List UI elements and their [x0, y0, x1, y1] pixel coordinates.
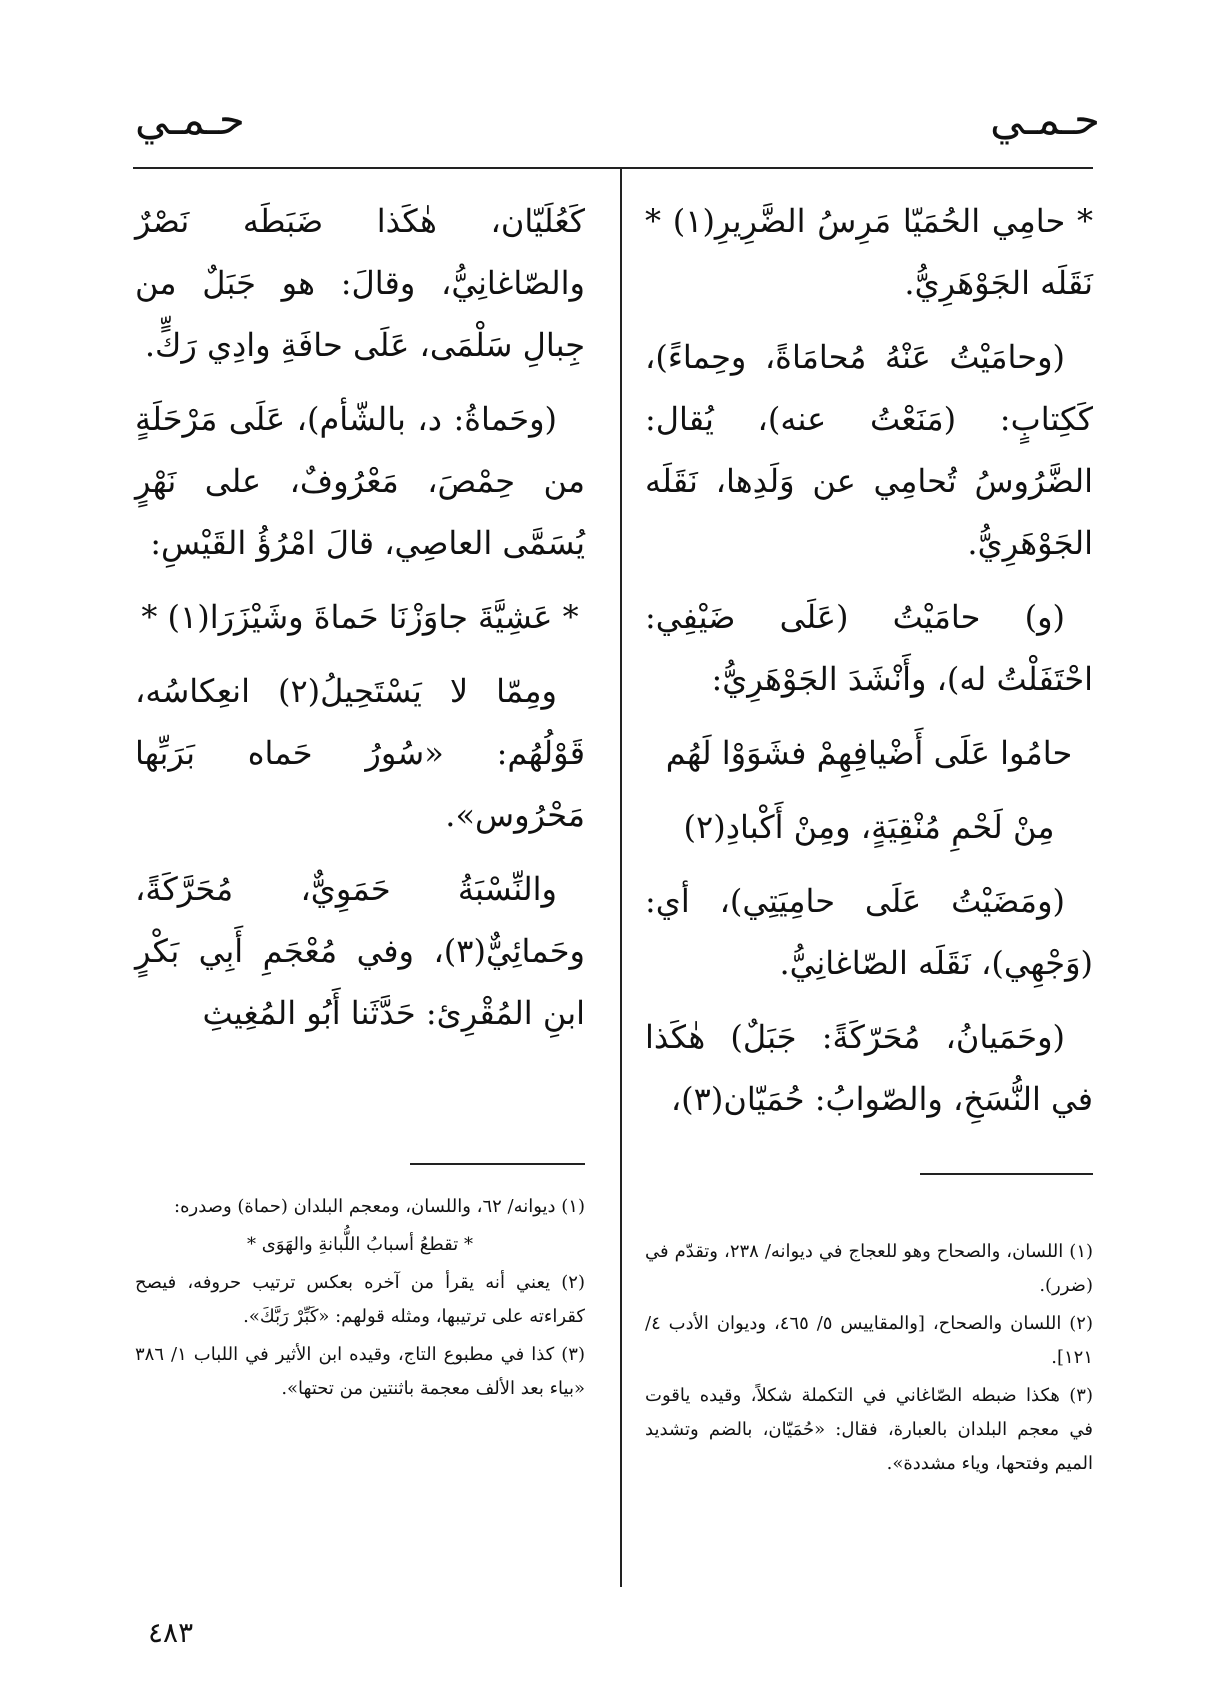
column-divider [620, 167, 622, 1587]
left-paragraph: ومِمّا لا يَسْتَحِيلُ(٢) انعِكاسُه، قَوْلُهُم: «سُورُ حَماه بَرَبِّها مَحْرُوس». [135, 672, 585, 834]
header-rule [133, 167, 1093, 169]
footnote-rule-left [410, 1163, 585, 1165]
right-paragraph: (وحَمَيانُ، مُحَرّكَةً: جَبَلٌ) هٰكَذا في النُّسَخِ، والصّوابُ: حُمَيّان(٣)، [645, 1018, 1093, 1118]
right-column [645, 190, 1093, 1142]
right-paragraph: (و) حامَيْتُ (عَلَى ضَيْفِي: احْتَفَلْتُ له)، وأَنْشَدَ الجَوْهَرِيُّ: [645, 598, 1093, 698]
right-paragraph: * حامِي الحُمَيّا مَرِسُ الضَّرِيرِ(١) * نَقَلَه الجَوْهَرِيُّ. [645, 202, 1093, 302]
footnote: (٢) يعني أنه يقرأ من آخره بعكس ترتيب حروفه، فيصح كقراءته على ترتيبها، ومثله قولهم: «كَبِّرْ رَبَّكَ». [135, 1272, 585, 1327]
footnotes-right [645, 1235, 1093, 1485]
left-paragraph: كَعُلَيّان، هٰكَذا ضَبَطَه نَصْرٌ والصّاغانِيُّ، وقالَ: هو جَبَلٌ من جِبالِ سَلْمَى، عَلَى حافَةِ وادِي رَكٍّ. [135, 202, 585, 364]
verse-line: حامُوا عَلَى أَضْيافِهِمْ فشَوَوْا لَهُم [665, 734, 1073, 772]
running-header-left: حـمـي [135, 95, 245, 144]
right-paragraph: (ومَضَيْتُ عَلَى حامِيَتِي)، أي: (وَجْهِي)، نَقَلَه الصّاغانِيُّ. [645, 882, 1093, 982]
left-paragraph: والنِّسْبَةُ حَمَوِيٌّ، مُحَرَّكَةً، وحَمائِيٌّ(٣)، وفي مُعْجَمِ أَبِي بَكْرٍ ابنِ المُقْرِئ: حَدَّثَنا أَبُو المُغِيثِ [135, 870, 585, 1032]
footnote-verse: * تقطعُ أسبابُ اللُّبانةِ والهَوَى * [247, 1234, 473, 1255]
right-paragraph: (وحامَيْتُ عَنْهُ مُحامَاةً، وحِماءً)، كَكِتابٍ: (مَنَعْتُ عنه)، يُقال: الضَّرُوسُ تُحامِي عن وَلَدِها، نَقَلَه الجَوْهَرِيُّ. [645, 338, 1093, 562]
left-paragraph: (وحَماةُ: د، بالشّأم)، عَلَى مَرْحَلَةٍ من حِمْصَ، مَعْرُوفٌ، على نَهْرٍ يُسَمَّى العاصِي، قالَ امْرُؤُ القَيْسِ: [135, 400, 585, 562]
page-number: ٤٨٣ [148, 1616, 194, 1649]
footnotes-left [135, 1190, 585, 1410]
footnote: (٣) كذا في مطبوع التاج، وقيده ابن الأثير في اللباب ١/ ٣٨٦ «بياء بعد الألف معجمة باثنتين من تحتها». [135, 1344, 585, 1399]
footnote: (١) اللسان، والصحاح وهو للعجاج في ديوانه/ ٢٣٨، وتقدّم في (ضرر). [645, 1241, 1094, 1296]
footnote-rule-right [920, 1173, 1093, 1175]
verse-line: * عَشِيَّةَ جاوَزْنَا حَماةَ وشَيْزَرَا(١) * [141, 598, 579, 636]
footnote: (١) ديوانه/ ٦٢، واللسان، ومعجم البلدان (حماة) وصدره: [174, 1196, 585, 1217]
footnote: (٣) هكذا ضبطه الصّاغاني في التكملة شكلاً، وقيده ياقوت في معجم البلدان بالعبارة، فقال: «حُمَيّان، بالضم وتشديد الميم وفتحها، وياء مشددة». [645, 1385, 1093, 1474]
left-column [135, 190, 585, 1056]
running-header-right: حـمـي [990, 95, 1100, 144]
verse-line: مِنْ لَحْمِ مُنْقِيَةٍ، ومِنْ أَكْبادِ(٢) [683, 808, 1055, 846]
footnote: (٢) اللسان والصحاح، [والمقاييس ٥/ ٤٦٥، وديوان الأدب ٤/ ١٢١]. [645, 1313, 1093, 1368]
